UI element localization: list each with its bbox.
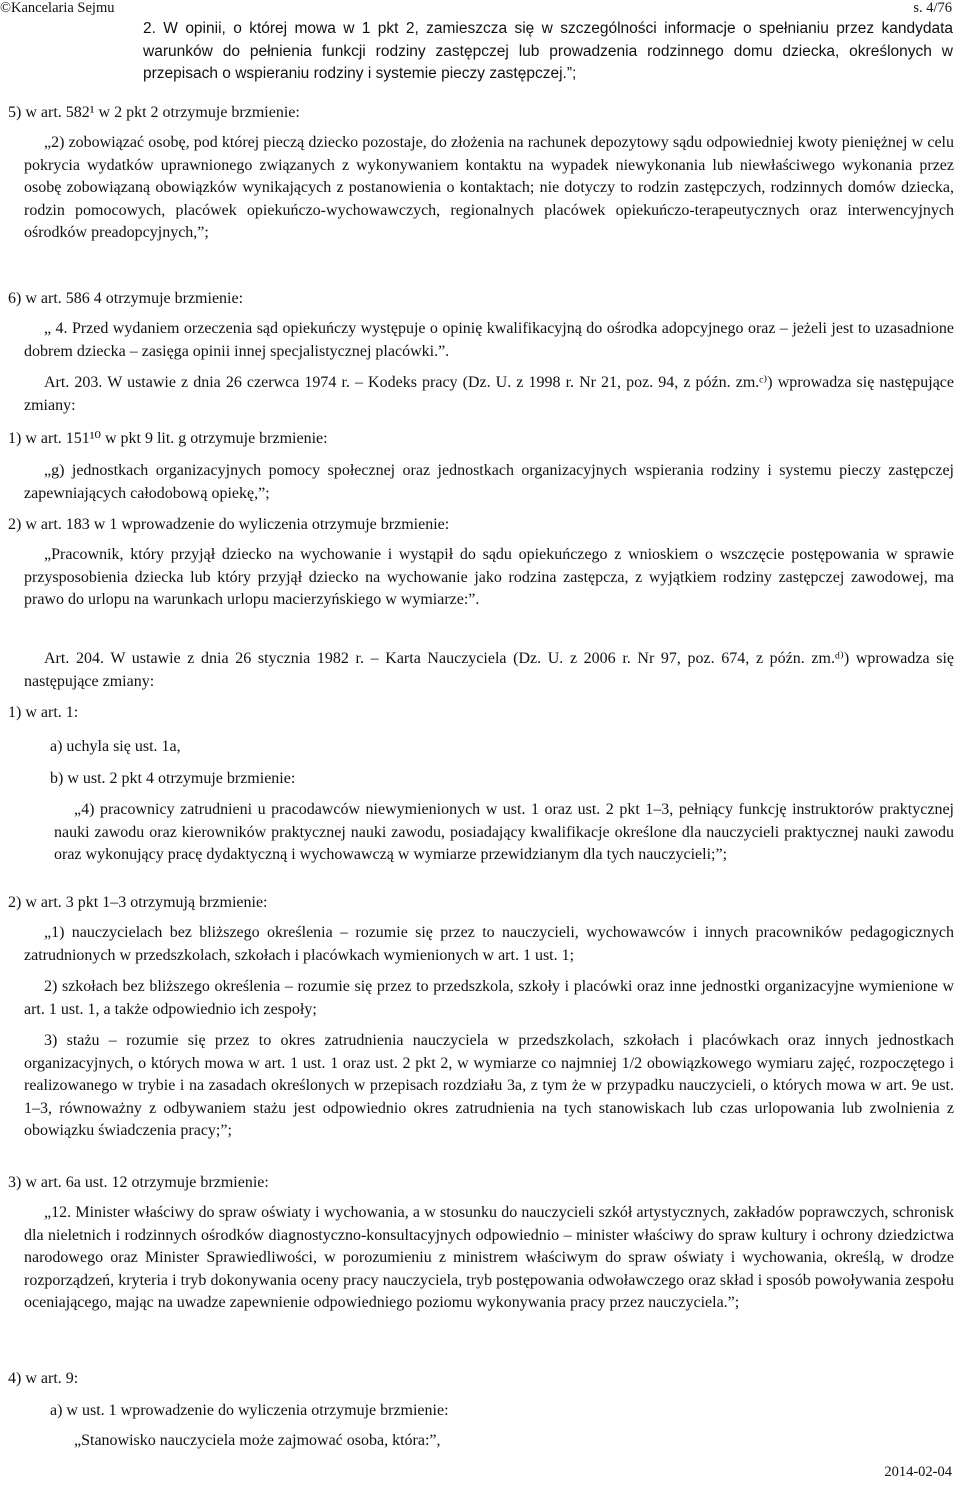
quoted-definition-1: „1) nauczycielach bez bliższego określenia – rozumie się przez to nauczycieli, wychowawców i innych pracowników pedagogicznych zatrudnionych w przedszkolach, szkołach i placówkach wymienionych w art. 1 ust. 1; [24, 924, 954, 964]
quoted-provision-pracownik: „Pracownik, który przyjął dziecko na wychowanie i wystąpił do sądu opiekuńczego z wnioskiem o wszczęcie postępowania w sprawie przysposobienia dziecka lub który przyjął dziecko na wychowanie jako rodzina zastępcza, z wyjątkiem rodziny zastępczej zawodowej, ma prawo do urlopu na warunkach urlopu macierzyńskiego w wymiarze:”. [24, 546, 954, 608]
art204-point-1: 1) w art. 1: [8, 704, 79, 721]
paragraph-opinia: 2. W opinii, o której mowa w 1 pkt 2, zamieszcza się w szczególności informacje o spełnianiu przez kandydata warunków do pełnienia funkcji rodziny zastępczej lub prowadzenia rodzinnego domu dziecka, określonych w przepisach o wspieraniu rodziny i systemie pieczy zastępczej.”; [143, 20, 953, 82]
art204-point-1-b: b) w ust. 2 pkt 4 otrzymuje brzmienie: [50, 770, 296, 787]
quoted-provision-lit-g: „g) jednostkach organizacyjnych pomocy społecznej oraz jednostkach organizacyjnych wspierania rodziny i systemu pieczy zastępczej zapewniających całodobową opiekę,”; [24, 462, 954, 502]
quoted-provision-pkt2: „2) zobowiązać osobę, pod której pieczą dziecko pozostaje, do złożenia na rachunek depozytowy sądu odpowiedniej kwoty pieniężnej w celu pokrycia wydatków uprawnionego związanych z wykonywaniem kontaktu na wypadek niewykonania lub niewłaściwego wykonania przez osobę zobowiązaną obowiązków wynikających z postanowienia o kontaktach; nie dotyczy to rodzin zastępczych, rodzinnych domów dziecka, rodzin pomocowych, placówek opiekuńczo-wychowawczych, regionalnych placówek opiekuńczo-terapeutycznych oraz interwencyjnych ośrodków preadopcyjnych,”; [24, 134, 954, 241]
art203-point-2: 2) w art. 183 w 1 wprowadzenie do wyliczenia otrzymuje brzmienie: [8, 516, 450, 533]
art204-point-3: 3) w art. 6a ust. 12 otrzymuje brzmienie: [8, 1174, 269, 1191]
art204-point-1-a: a) uchyla się ust. 1a, [50, 738, 181, 755]
header-page-number: s. 4/76 [913, 0, 952, 16]
amendment-point-5: 5) w art. 582¹ w 2 pkt 2 otrzymuje brzmienie: [8, 104, 300, 121]
footer-date: 2014-02-04 [884, 1464, 952, 1480]
quoted-definition-2: 2) szkołach bez bliższego określenia – rozumie się przez to przedszkola, szkoły i placówki oraz inne jednostki organizacyjne wymienione w art. 1 ust. 1, a także odpowiednio ich zespoły; [24, 978, 954, 1018]
article-203: Art. 203. W ustawie z dnia 26 czerwca 1974 r. – Kodeks pracy (Dz. U. z 1998 r. Nr 21, poz. 94, z późn. zm.ᶜ⁾) wprowadza się następujące zmiany: [24, 374, 954, 414]
art203-point-1: 1) w art. 151¹⁰ w pkt 9 lit. g otrzymuje brzmienie: [8, 430, 328, 447]
quoted-provision-pkt4: „4) pracownicy zatrudnieni u pracodawców niewymienionych w ust. 1 oraz ust. 2 pkt 1–3, pełniący funkcję instruktorów praktycznej nauki zawodu oraz kierowników praktycznej nauki zawodu, posiadający kwalifikacje określone dla nauczycieli praktycznej nauki zawodu oraz wykonujący pracę dydaktyczną i wychowawczą w wymiarze przewidzianym dla tych nauczycieli;”; [54, 801, 954, 863]
quoted-definition-3: 3) stażu – rozumie się przez to okres zatrudnienia nauczyciela w przedszkolach, szkołach i placówkach oraz innych jednostkach organizacyjnych, o których mowa w art. 1 ust. 1 oraz ust. 2 pkt 2, w wymiarze co najmniej 1/2 obowiązkowego wymiaru zajęć, rozpoczętego i realizowanego w trybie i na zasadach określonych w przepisach rozdziału 3a, z tym że w przypadku nauczycieli, o których mowa w art. 9e ust. 1–3, równoważny z odbywaniem stażu jest odpowiednio okres zatrudnienia na tych stanowiskach lub czas urlopowania lub zwolnienia z obowiązku świadczenia pracy;”; [24, 1032, 954, 1139]
amendment-point-6: 6) w art. 586 4 otrzymuje brzmienie: [8, 290, 244, 307]
art204-point-2: 2) w art. 3 pkt 1–3 otrzymują brzmienie: [8, 894, 268, 911]
quoted-provision-ust12: „12. Minister właściwy do spraw oświaty i wychowania, a w stosunku do nauczycieli szkół artystycznych, zakładów poprawczych, schronisk dla nieletnich i rodzinnych ośrodków diagnostyczno-konsultacyjnych odpowiednio – minister właściwy do spraw kultury i ochrony dziedzictwa narodowego oraz Minister Sprawiedliwości, w porozumieniu z ministrem właściwym do spraw oświaty i wychowania, określą, w drodze rozporządzeń, kryteria i tryb dokonywania oceny pracy nauczyciela, tryb postępowania odwoławczego oraz skład i sposób powoływania zespołu oceniającego, mając na uwadze zapewnienie odpowiedniego poziomu wykonywania pracy przez nauczyciela.”; [24, 1204, 954, 1311]
quoted-provision-stanowisko: „Stanowisko nauczyciela może zajmować osoba, która:”, [74, 1432, 441, 1449]
quoted-provision-par4: „ 4. Przed wydaniem orzeczenia sąd opiekuńczy występuje o opinię kwalifikacyjną do ośrodka adopcyjnego oraz – jeżeli jest to uzasadnione dobrem dziecka – zasięga opinii innej specjalistycznej placówki.”. [24, 320, 954, 360]
page-header [0, 0, 960, 20]
art204-point-4-a: a) w ust. 1 wprowadzenie do wyliczenia otrzymuje brzmienie: [50, 1402, 449, 1419]
art204-point-4: 4) w art. 9: [8, 1370, 79, 1387]
header-source: ©Kancelaria Sejmu [0, 0, 115, 16]
article-204: Art. 204. W ustawie z dnia 26 stycznia 1982 r. – Karta Nauczyciela (Dz. U. z 2006 r. Nr 97, poz. 674, z późn. zm.ᵈ⁾) wprowadza się następujące zmiany: [24, 650, 954, 690]
